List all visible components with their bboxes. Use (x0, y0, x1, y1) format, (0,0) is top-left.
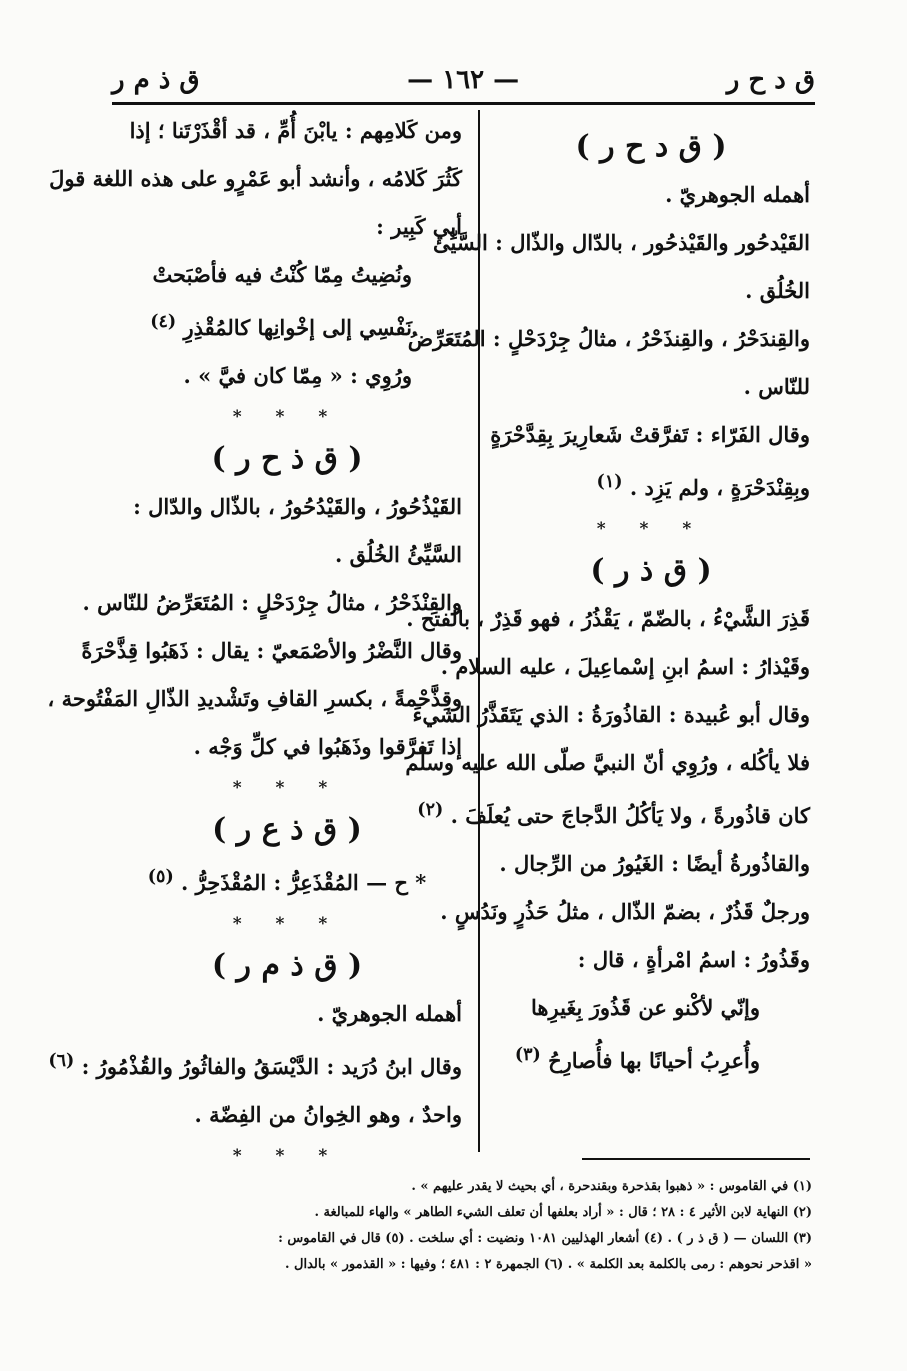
text-span: وأُعرِبُ أحيانًا بها فأُصارِحُ (548, 1048, 760, 1073)
section-separator: * * * (596, 519, 706, 539)
text-line: إذا تَفرَّقوا وذَهَبُوا في كلِّ وَجْه . (193, 734, 462, 759)
text-span: كان قاذُورةً ، ولا يَأكُلُ الدَّجاجَ حتى يُعلَفَ . (450, 803, 810, 828)
text-span: وبِقِنْدَحْرَةٍ ، ولم يَزِد . (629, 475, 810, 500)
text-line: والقِندَحْرُ ، والقِنذَحْرُ ، مثالُ جِرْدَحْلٍ : المُتَعَرِّضُ (407, 326, 810, 351)
footnote-marker: (٦) (48, 1051, 75, 1071)
column-divider (478, 110, 480, 1152)
text-line: القَيْذُحُورُ ، والقَيْدُحُورُ ، بالذّال والدّال : (133, 494, 462, 519)
text-line: للنّاس . (743, 374, 810, 399)
footnote: « اقذحر نحوهم : رمى بالكلمة بعد الكلمة » . (٦) الجمهرة ٢ : ٤٨١ ؛ وفيها : « القذمور » بالدال . (284, 1257, 812, 1272)
footnote: (٢) النهاية لابن الأثير ٤ : ٢٨ ؛ قال : « أراد بعلفها أن تعلف الشيء الطاهر » والهاء للمبالغة . (314, 1205, 812, 1220)
footnote-marker: (٤) (150, 312, 177, 332)
text-line (112, 865, 462, 895)
text-line: القَيْدحُور والقَيْذحُور ، بالدّال والذّال : السَّيِّئ (433, 230, 810, 255)
text-line: كَثُرَ كَلامُه ، وأنشد أبو عَمْرٍو على هذه اللغة قولَ (49, 166, 462, 191)
text-line (417, 798, 810, 828)
text-line (48, 1049, 462, 1079)
text-line: وقَذُورُ : اسمُ امْرأةٍ ، قال : (577, 947, 810, 972)
text-line: أهمله الجوهريّ . (317, 1001, 462, 1026)
entry-heading: ( ق ذ ر ) (590, 553, 712, 588)
footnotes (112, 1174, 812, 1278)
footnote: (٣) اللسان — ( ق ذ ر ) . (٤) أشعار الهذليين ١٠٨١ ونضيت : أي سلخت . (٥) قال في القاموس : (278, 1231, 812, 1246)
text-line: أهمله الجوهريّ . (665, 182, 810, 207)
text-line: فلا يأكُله ، ورُوِي أنّ النبيَّ صلّى الله عليه وسلّم (405, 750, 810, 775)
footnote: (١) في القاموس : « ذهبوا بقذحرة وبقندحرة ، أي بحيث لا يقدر عليهم » . (411, 1179, 812, 1194)
verse-line: وإنّي لأكْنو عن قَذُورَ بِغَيرِها (531, 995, 760, 1020)
text-line: واحدٌ ، وهو الخِوانُ من الفِضّة . (194, 1102, 462, 1127)
text-line: والقاذُورةُ أيضًا : الغَيُورُ من الرِّجال . (499, 851, 810, 876)
section-separator: * * * (232, 914, 342, 934)
entry-heading: ( ق ذ م ر ) (211, 948, 363, 983)
verse-line: ونُضِيتُ مِمّا كُنْتُ فيه فأصْبَحتْ (152, 262, 412, 287)
text-line: وقال أبو عُبيدة : القاذُورَةُ : الذي يَتَقَذَّرُ الشيءَ (412, 702, 810, 727)
section-separator: * * * (232, 1146, 342, 1166)
text-line: وقَيْذارُ : اسمُ ابنِ إسْماعِيلَ ، عليه السلام . (440, 654, 810, 679)
footnote-marker: (٢) (417, 800, 444, 820)
text-line: وقال الفَرّاء : تَفرَّقتْ شَعارِيرَ بِقِدَّحْرَةٍ (490, 422, 810, 447)
text-line: الخُلُق . (745, 278, 810, 303)
text-line: والقِنْذَحْرُ ، مثالُ جِرْدَحْلٍ : المُتَعَرِّضُ للنّاس . (82, 590, 462, 615)
verse-line (112, 310, 462, 340)
running-header (112, 58, 815, 102)
text-line: السَّيِّئُ الخُلُق . (335, 542, 462, 567)
text-span: وقال ابنُ دُرَيد : الدَّيْسَقُ والفاثُورُ والقُذْمُورُ : (81, 1054, 462, 1079)
page-number: — ١٦٢ — (407, 65, 520, 95)
verse-line (492, 1043, 810, 1073)
text-line (492, 470, 810, 500)
text-span: نَفْسِي إلى إخْوانِها كالمُقْذِرِ (183, 315, 412, 340)
header-right-word: ق د ح ر (726, 65, 815, 95)
text-line: وقال النَّضْرُ والأصْمَعيّ : يقال : ذَهَبُوا قِذَّحْرَةً (81, 638, 462, 663)
entry-heading: ( ق ذ ع ر ) (212, 812, 362, 847)
section-separator: * * * (232, 407, 342, 427)
footnote-marker: (٥) (147, 867, 174, 887)
entry-heading: ( ق د ح ر ) (575, 129, 727, 164)
text-line: وقِذَّحْمةً ، بكسرِ القافِ وتَشْديدِ الذّالِ المَفْتُوحة ، (47, 686, 462, 711)
text-span: * ح — المُقْذَعِرُّ : المُقْذَحِرُّ . (181, 870, 427, 895)
header-left-word: ق ذ م ر (112, 65, 200, 95)
text-line: ورجلٌ قَذُرٌ ، بضمّ الذّال ، مثلُ حَذُرٍ ونَدُسٍ . (440, 899, 810, 924)
text-line: ومن كَلامِهم : يابْنَ أُمِّ ، قد أقْذَرْتَنا ؛ إذا (129, 118, 462, 143)
text-line: قَذِرَ الشَّيْءُ ، بالضّمّ ، يَقْذُرُ ، فهو قَذِرٌ ، بالفتح . (406, 606, 810, 631)
footnote-rule (582, 1158, 810, 1160)
text-line: أبي كَبِير : (376, 214, 462, 239)
section-separator: * * * (232, 778, 342, 798)
footnote-marker: (١) (596, 472, 623, 492)
text-line: ورُوِي : « مِمّا كان فيَّ » . (183, 363, 412, 388)
header-rule (112, 102, 815, 105)
footnote-marker: (٣) (514, 1045, 541, 1065)
left-column (47, 118, 462, 1179)
entry-heading: ( ق ذ ح ر ) (211, 441, 363, 476)
